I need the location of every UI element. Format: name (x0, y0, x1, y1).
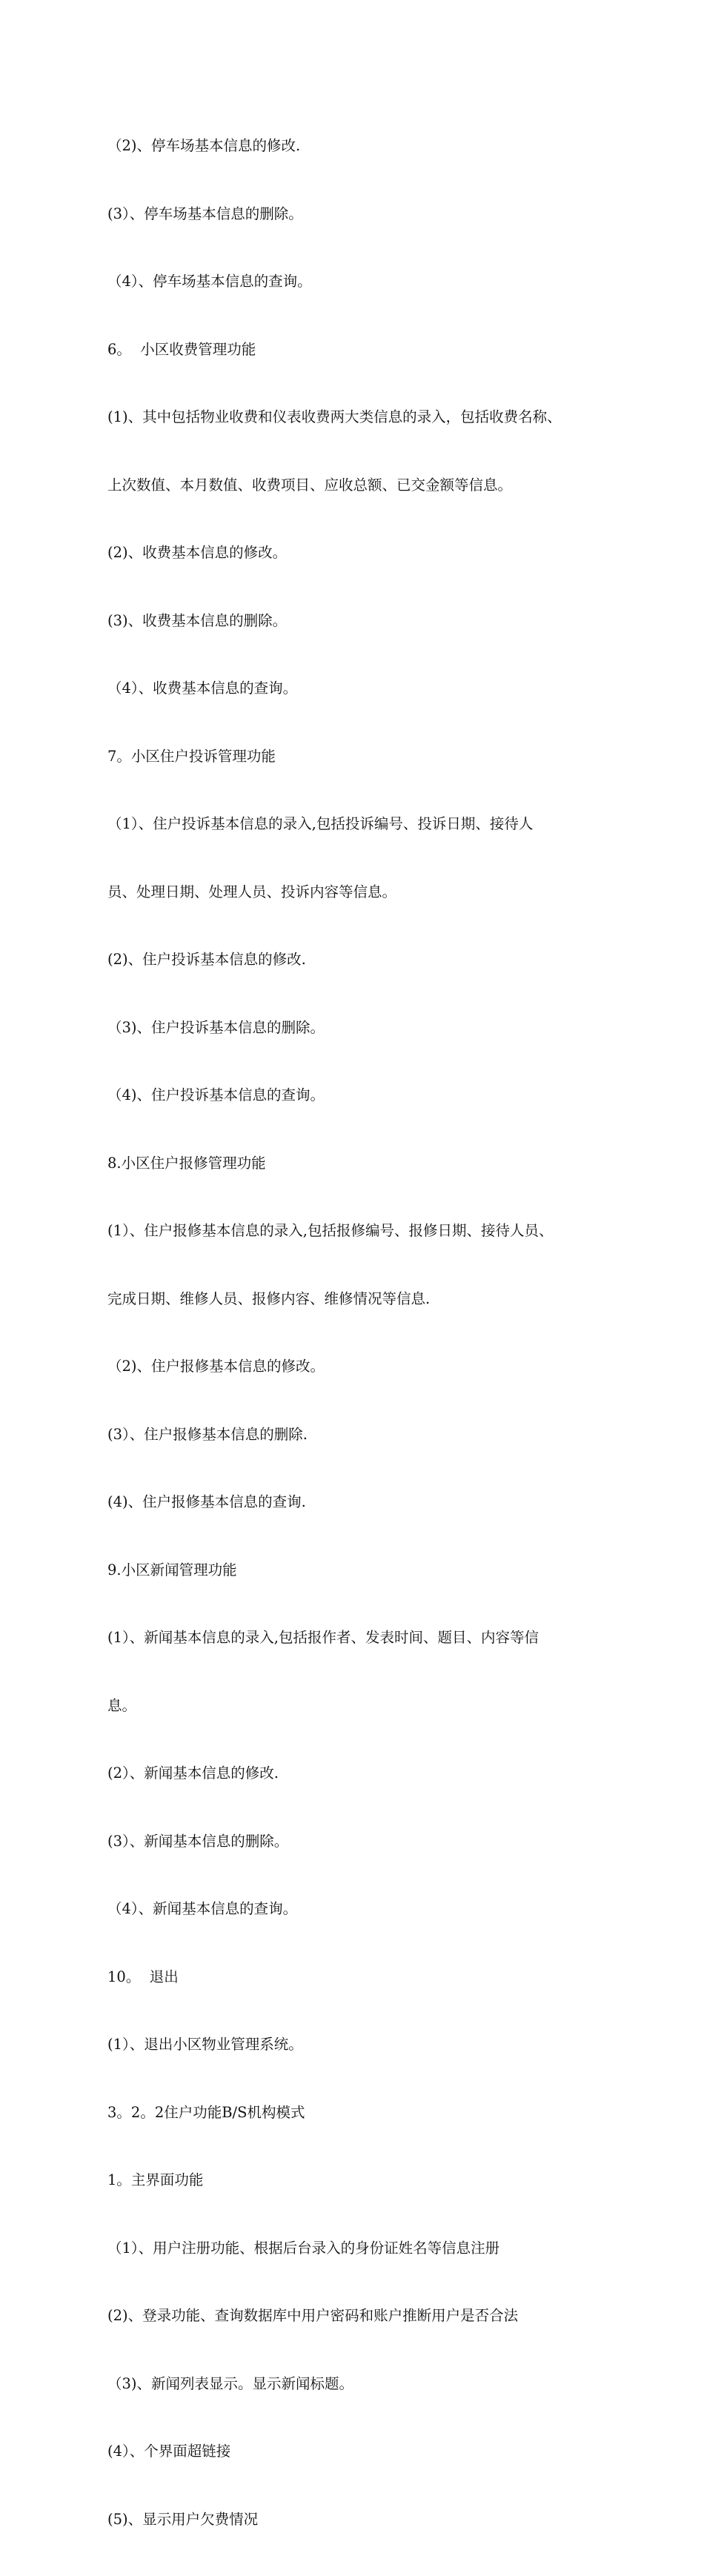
section-heading: 1。主界面功能 (107, 2171, 204, 2188)
text-line: 完成日期、维修人员、报修内容、维修情况等信息. (107, 1289, 431, 1307)
document-body (107, 90, 626, 2576)
text-line: (4）、个界面超链接 (107, 2443, 231, 2460)
text-line: (5)、显示用户欠费情况 (107, 2510, 259, 2528)
text-line: (4)、住户报修基本信息的查询. (107, 1493, 306, 1510)
text-line: (3）、停车场基本信息的删除。 (107, 205, 303, 222)
section-heading: 10。 退出 (107, 1968, 179, 1985)
section-heading: 8.小区住户报修管理功能 (107, 1154, 266, 1172)
text-line: 息。 (107, 1696, 137, 1714)
text-line: （4）、收费基本信息的查询。 (107, 680, 298, 697)
text-line: (1)、其中包括物业收费和仪表收费两大类信息的录入，包括收费名称、 (107, 408, 562, 425)
text-line: （4）、新闻基本信息的查询。 (107, 1900, 298, 1917)
section-heading: 6。 小区收费管理功能 (107, 340, 256, 358)
text-line: (1）、新闻基本信息的录入,包括报作者、发表时间、题目、内容等信 (107, 1629, 539, 1646)
text-line: (2）、新闻基本信息的修改. (107, 1765, 279, 1782)
text-line: （4)、住户投诉基本信息的查询。 (107, 1086, 325, 1103)
text-line: (3）、新闻基本信息的删除。 (107, 1832, 289, 1850)
text-line: 员、处理日期、处理人员、投诉内容等信息。 (107, 883, 397, 900)
text-line: （2)、住户报修基本信息的修改。 (107, 1358, 325, 1375)
section-heading: 7。小区住户投诉管理功能 (107, 747, 276, 765)
section-heading: 9.小区新闻管理功能 (107, 1561, 237, 1579)
section-heading: 3。2。2住户功能B/S机构模式 (107, 2103, 305, 2121)
text-line: （4）、停车场基本信息的查询。 (107, 273, 312, 290)
text-line: （1）、用户注册功能、根据后台录入的身份证姓名等信息注册 (107, 2239, 500, 2257)
text-line: (3)、收费基本信息的删除。 (107, 611, 288, 629)
text-line: （1）、住户投诉基本信息的录入,包括投诉编号、投诉日期、接待人 (107, 815, 534, 832)
text-line: (2)、住户投诉基本信息的修改. (107, 951, 306, 968)
text-line: (2)、登录功能、查询数据库中用户密码和账户推断用户是否合法 (107, 2307, 519, 2324)
text-line: （2)、停车场基本信息的修改. (107, 137, 301, 154)
text-line: (2)、收费基本信息的修改。 (107, 544, 288, 561)
text-line: （3)、住户投诉基本信息的删除。 (107, 1018, 325, 1036)
text-line: (1）、退出小区物业管理系统。 (107, 2036, 303, 2053)
text-line: （3)、新闻列表显示。显示新闻标题。 (107, 2374, 354, 2392)
text-line: (1）、住户报修基本信息的录入,包括报修编号、报修日期、接待人员、 (107, 1222, 554, 1239)
text-line: 上次数值、本月数值、收费项目、应收总额、已交金额等信息。 (107, 476, 513, 494)
text-line: (3）、住户报修基本信息的删除. (107, 1425, 308, 1443)
